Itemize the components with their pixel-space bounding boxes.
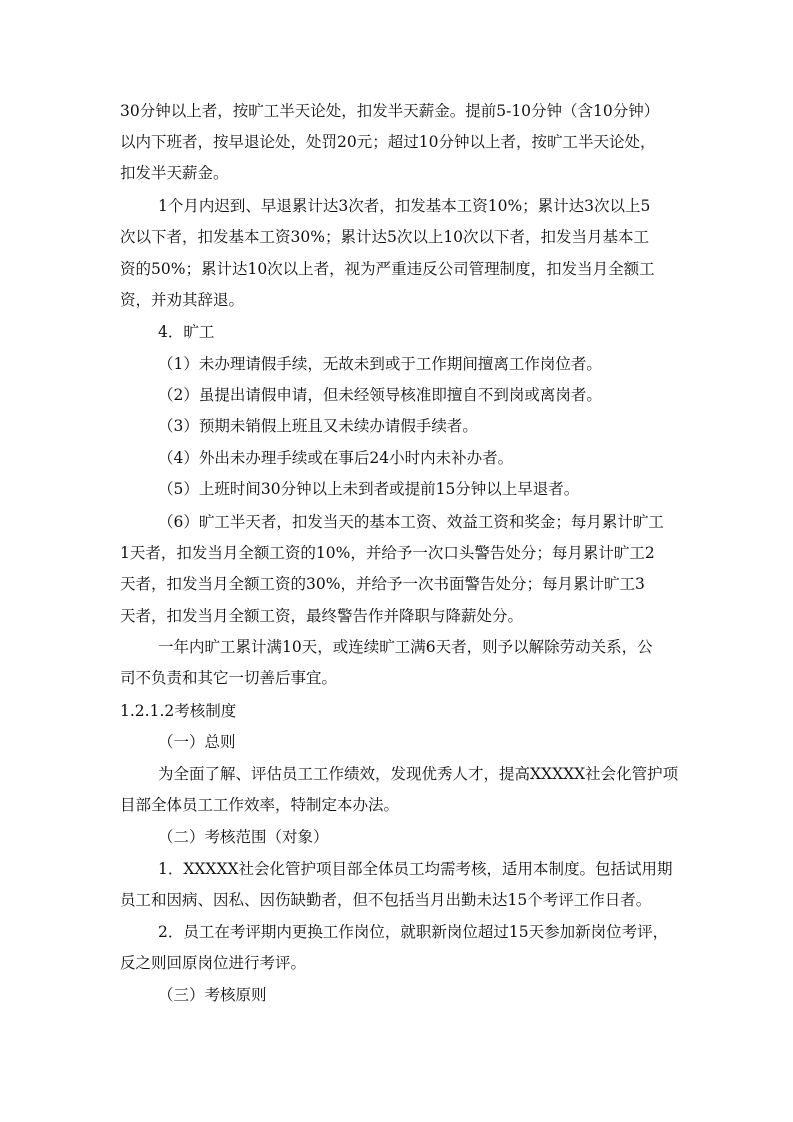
subsection-heading: （二）考核范围（对象） xyxy=(158,828,329,846)
paragraph-line: 反之则回原岗位进行考评。 xyxy=(120,954,307,972)
paragraph-line: 资，并劝其辞退。 xyxy=(120,291,245,309)
paragraph-line: 扣发半天薪金。 xyxy=(120,164,229,182)
paragraph-line: 以内下班者，按早退论处，处罚20元；超过10分钟以上者，按旷工半天论处， xyxy=(120,133,656,151)
section-heading: 4．旷工 xyxy=(158,323,215,341)
section-heading: 1.2.1.2考核制度 xyxy=(120,702,237,720)
subsection-heading: （三）考核原则 xyxy=(158,986,267,1004)
paragraph-line: 30分钟以上者，按旷工半天论处，扣发半天薪金。提前5-10分钟（含10分钟） xyxy=(120,102,660,120)
list-item: （1）未办理请假手续，无故未到或于工作期间擅离工作岗位者。 xyxy=(158,355,602,373)
paragraph-line: 天者，扣发当月全额工资，最终警告作并降职与降薪处分。 xyxy=(120,607,524,625)
list-item: （5）上班时间30分钟以上未到者或提前15分钟以上早退者。 xyxy=(158,480,580,498)
subsection-heading: （一）总则 xyxy=(158,733,236,751)
paragraph-line: 1天者，扣发当月全额工资的10%，并给予一次口头警告处分；每月累计旷工2 xyxy=(120,544,655,562)
list-item: （3）预期未销假上班且又未续办请假手续者。 xyxy=(158,417,478,435)
paragraph-line: 一年内旷工累计满10天，或连续旷工满6天者，则予以解除劳动关系，公 xyxy=(158,638,653,656)
paragraph-line: 天者，扣发当月全额工资的30%，并给予一次书面警告处分；每月累计旷工3 xyxy=(120,575,645,593)
paragraph-line: 2．员工在考评期内更换工作岗位，就职新岗位超过15天参加新岗位考评， xyxy=(158,923,669,941)
paragraph-line: 1个月内迟到、早退累计达3次者，扣发基本工资10%；累计达3次以上5 xyxy=(158,197,651,215)
paragraph-line: 次以下者，扣发基本工资30%；累计达5次以上10次以下者，扣发当月基本工 xyxy=(120,228,650,246)
paragraph-line: 1．XXXXX社会化管护项目部全体员工均需考核，适用本制度。包括试用期 xyxy=(158,860,673,878)
list-item: （2）虽提出请假申请，但未经领导核准即擅自不到岗或离岗者。 xyxy=(158,386,602,404)
paragraph-line: 员工和因病、因私、因伤缺勤者，但不包括当月出勤未达15个考评工作日者。 xyxy=(120,891,652,909)
paragraph-line: 司不负责和其它一切善后事宜。 xyxy=(120,669,338,687)
paragraph-line: 目部全体员工工作效率，特制定本办法。 xyxy=(120,796,400,814)
paragraph-line: 资的50%；累计达10次以上者，视为严重违反公司管理制度，扣发当月全额工 xyxy=(120,260,655,278)
list-item: （4）外出未办理手续或在事后24小时内未补办者。 xyxy=(158,449,514,467)
list-item: （6）旷工半天者，扣发当天的基本工资、效益工资和奖金；每月累计旷工 xyxy=(158,513,664,531)
paragraph-line: 为全面了解、评估员工工作绩效，发现优秀人才，提高XXXXX社会化管护项 xyxy=(158,765,679,783)
